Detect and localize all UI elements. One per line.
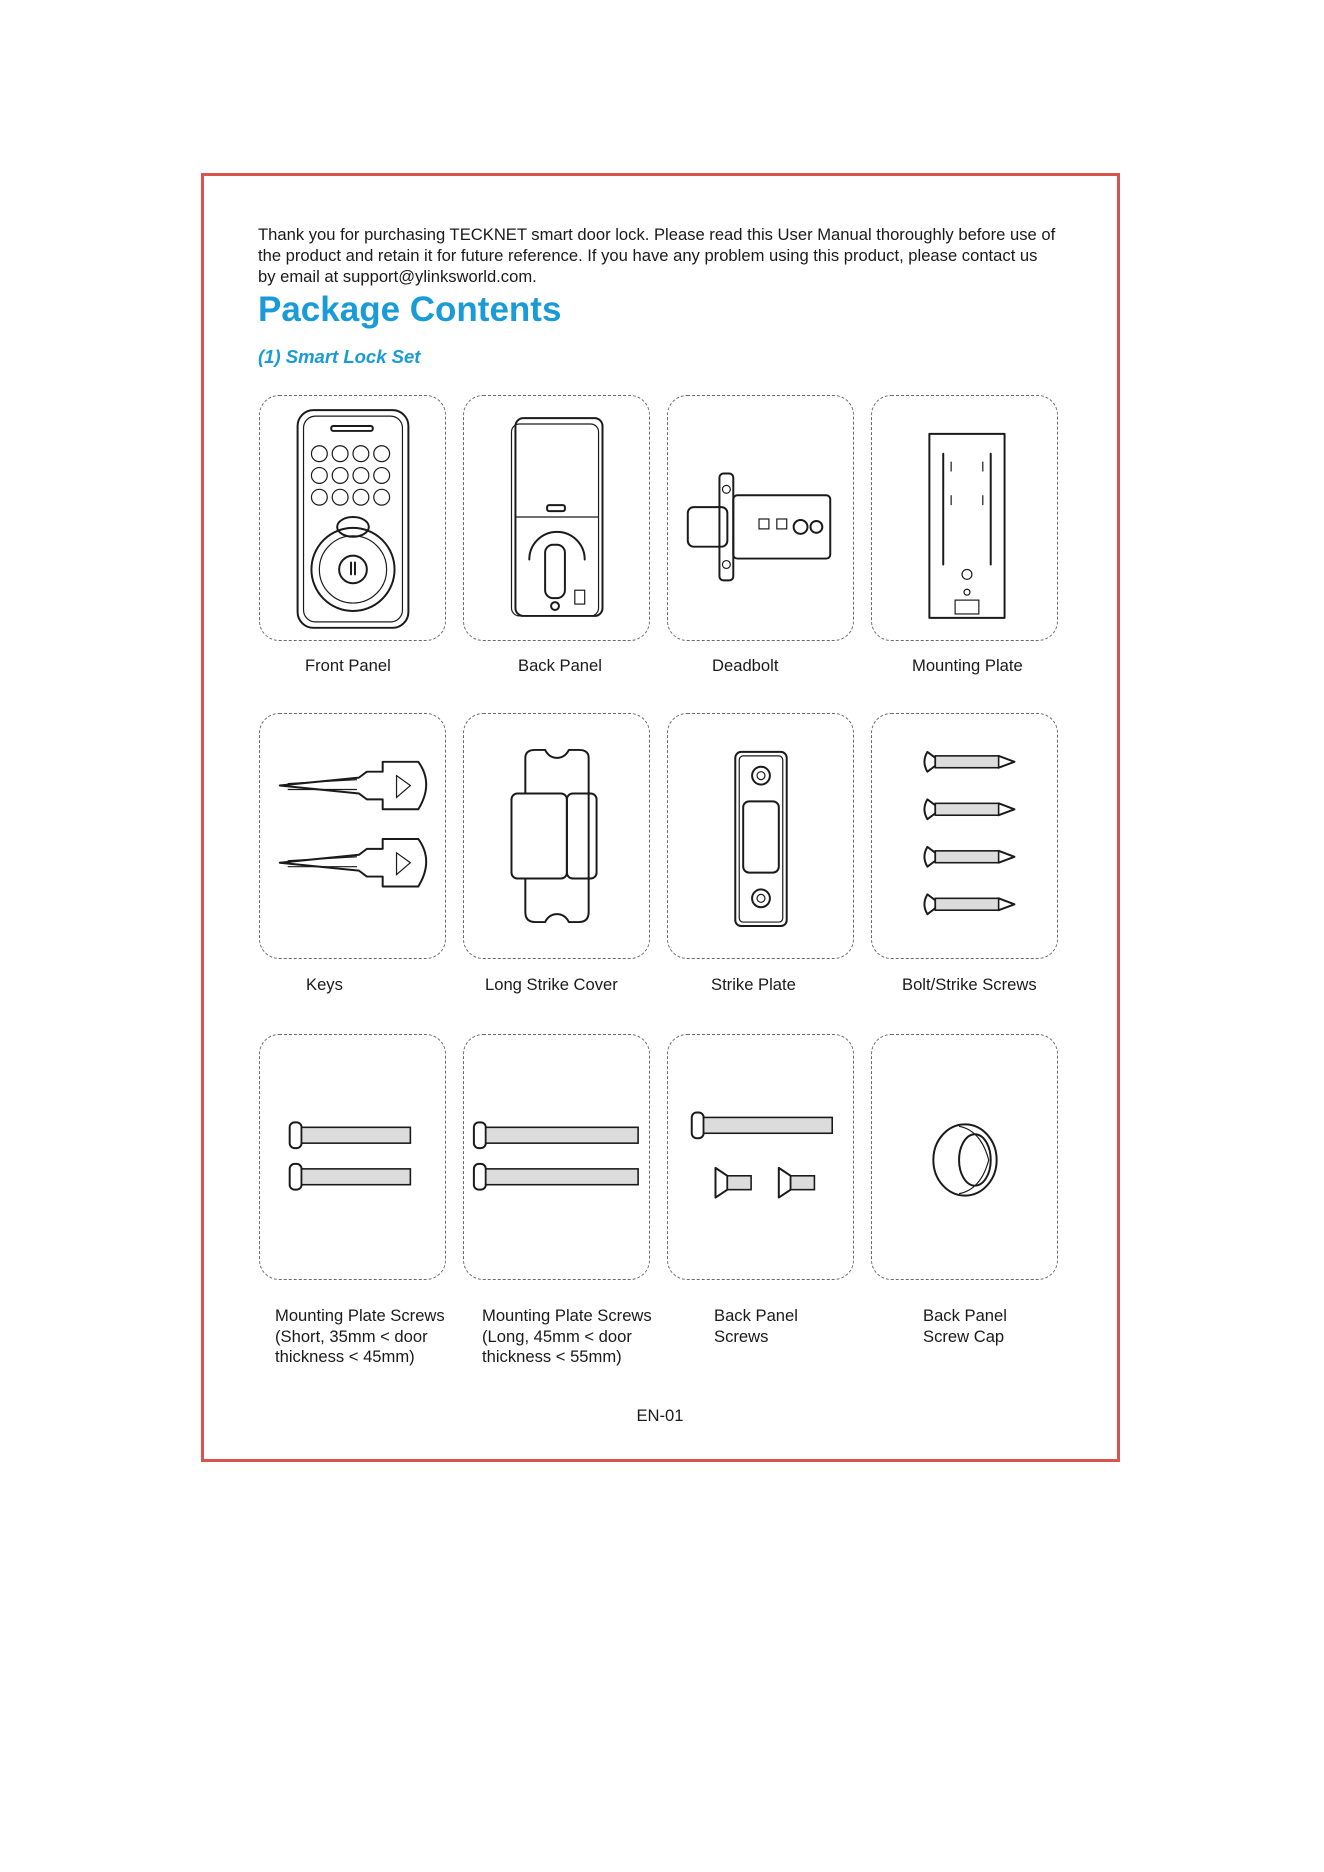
deadbolt-icon — [668, 396, 853, 640]
mounting-plate-icon — [872, 396, 1057, 640]
item-label-back-panel-screws: Back Panel Screws — [714, 1306, 798, 1346]
screw-cap-icon — [872, 1035, 1057, 1279]
item-box-mounting-plate — [871, 395, 1058, 641]
item-box-back-panel — [463, 395, 650, 641]
item-label-short-mounting-screws: Mounting Plate Screws (Short, 35mm < door thickness < 45mm) — [275, 1306, 445, 1366]
item-label-strike-plate: Strike Plate — [711, 975, 796, 994]
keys-icon — [260, 714, 445, 958]
back-panel-icon — [464, 396, 649, 640]
item-label-long-strike-cover: Long Strike Cover — [485, 975, 618, 994]
back-panel-screws-icon — [668, 1035, 853, 1279]
item-label-mounting-plate: Mounting Plate — [912, 656, 1023, 675]
item-box-long-strike-cover — [463, 713, 650, 959]
item-box-long-mounting-screws — [463, 1034, 650, 1280]
item-box-deadbolt — [667, 395, 854, 641]
long-mounting-screws-icon — [464, 1035, 649, 1279]
item-label-long-mounting-screws: Mounting Plate Screws (Long, 45mm < door thickness < 55mm) — [482, 1306, 652, 1366]
item-label-keys: Keys — [306, 975, 343, 994]
item-box-short-mounting-screws — [259, 1034, 446, 1280]
item-label-bolt-strike-screws: Bolt/Strike Screws — [902, 975, 1037, 994]
item-box-front-panel — [259, 395, 446, 641]
item-label-screw-cap: Back Panel Screw Cap — [923, 1306, 1007, 1346]
bolt-strike-screws-icon — [872, 714, 1057, 958]
item-label-deadbolt: Deadbolt — [712, 656, 779, 675]
page-number: EN-01 — [636, 1406, 684, 1425]
strike-plate-icon — [668, 714, 853, 958]
intro-text: Thank you for purchasing TECKNET smart door lock. Please read this User Manual thoroughly before use of the product and retain it for future reference. If you have any problem using this product, please contact us by email at support@ylinksworld.com. — [258, 225, 1056, 286]
item-box-back-panel-screws — [667, 1034, 854, 1280]
short-mounting-screws-icon — [260, 1035, 445, 1279]
item-box-strike-plate — [667, 713, 854, 959]
item-box-screw-cap — [871, 1034, 1058, 1280]
item-label-front-panel: Front Panel — [305, 656, 391, 675]
item-box-bolt-strike-screws — [871, 713, 1058, 959]
long-strike-cover-icon — [464, 714, 649, 958]
item-box-keys — [259, 713, 446, 959]
section-subtitle: (1) Smart Lock Set — [258, 346, 421, 367]
item-label-back-panel: Back Panel — [518, 656, 602, 675]
page-title: Package Contents — [258, 290, 562, 329]
front-panel-icon — [260, 396, 445, 640]
